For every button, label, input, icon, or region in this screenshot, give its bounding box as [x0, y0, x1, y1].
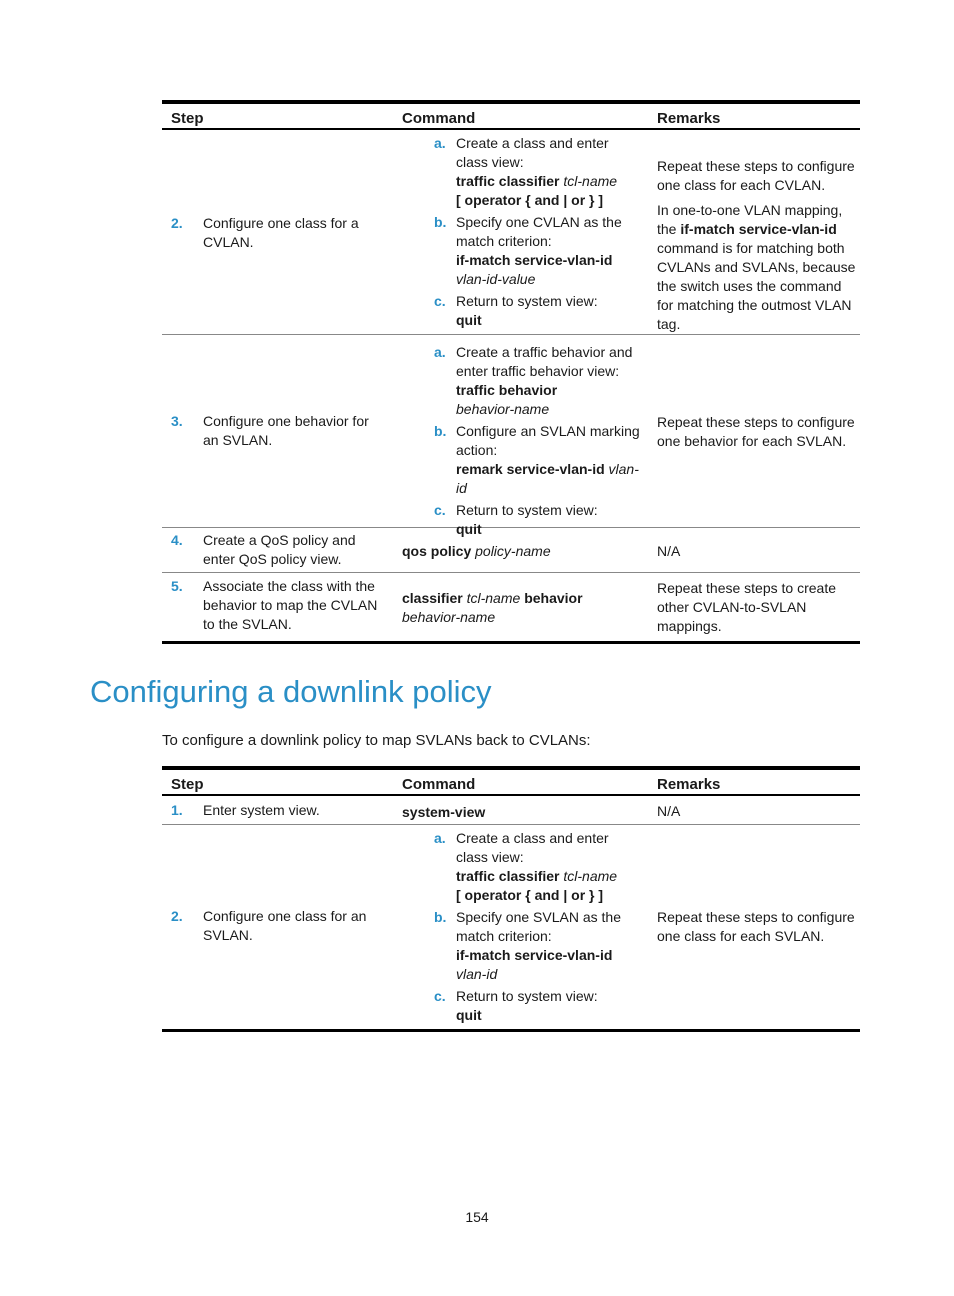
command-list: [434, 343, 649, 539]
item-letter: b.: [434, 214, 447, 230]
command-keyword: traffic behavior: [456, 382, 558, 398]
header-remarks: Remarks: [657, 776, 721, 793]
step-number: 4.: [171, 532, 183, 548]
item-text: Create a class and enter class view:: [456, 135, 609, 170]
table-row: [162, 130, 860, 335]
command-keyword: quit: [456, 521, 482, 537]
remark-text: N/A: [657, 543, 681, 559]
table-row: [162, 796, 860, 825]
item-letter: b.: [434, 423, 447, 439]
item-letter: c.: [434, 988, 446, 1004]
downlink-table: [162, 766, 860, 1032]
command-cell: [402, 589, 612, 627]
command-keyword: quit: [456, 1007, 482, 1023]
header-step: Step: [171, 110, 204, 127]
command-keyword: system-view: [402, 804, 486, 820]
step-number: 5.: [171, 578, 183, 594]
table-row: [162, 335, 860, 537]
remark-part: command is for matching both CVLANs and SVLANs, because the switch uses the command for matching the outmost VLAN tag.: [657, 240, 856, 332]
command-keyword: traffic classifier: [456, 868, 560, 884]
item-letter: c.: [434, 502, 446, 518]
step-text: Configure one behavior for an SVLAN.: [203, 413, 369, 448]
command-arg: tcl-name: [563, 173, 618, 189]
item-text: Specify one SVLAN as the match criterion:: [456, 909, 621, 944]
command-option: [ operator { and | or } ]: [456, 887, 604, 903]
remark-text: Repeat these steps to configure one class for each SVLAN.: [657, 909, 855, 944]
step-text: Associate the class with the behavior to map the CVLAN to the SVLAN.: [203, 578, 378, 632]
intro-text: To configure a downlink policy to map SVLANs back to CVLANs:: [162, 732, 591, 749]
remark-text: Repeat these steps to create other CVLAN-to-SVLAN mappings.: [657, 580, 836, 634]
step-number: 2.: [171, 215, 183, 231]
step-text: Configure one class for an SVLAN.: [203, 908, 367, 943]
section-heading: Configuring a downlink policy: [90, 674, 492, 709]
item-letter: a.: [434, 135, 446, 151]
item-text: Return to system view:: [456, 502, 598, 518]
item-text: Create a class and enter class view:: [456, 830, 609, 865]
item-letter: b.: [434, 909, 447, 925]
page-number: 154: [465, 1209, 489, 1225]
item-letter: c.: [434, 293, 446, 309]
command-item: [434, 908, 644, 984]
step-number: 1.: [171, 802, 183, 818]
command-cell: [402, 542, 551, 561]
remark-text: N/A: [657, 803, 681, 819]
command-keyword: if-match service-vlan-id: [456, 947, 613, 963]
header-remarks: Remarks: [657, 110, 721, 127]
command-arg: policy-name: [475, 543, 551, 559]
item-letter: a.: [434, 830, 446, 846]
item-text: Create a traffic behavior and enter traffic behavior view:: [456, 344, 633, 379]
command-list: [434, 829, 644, 1025]
item-text: Specify one CVLAN as the match criterion:: [456, 214, 622, 249]
command-item: [434, 213, 644, 289]
command-keyword: quit: [456, 312, 482, 328]
command-item: [434, 134, 644, 210]
step-number: 2.: [171, 908, 183, 924]
command-keyword: behavior: [524, 590, 583, 606]
step-number: 3.: [171, 413, 183, 429]
command-arg: tcl-name: [466, 590, 521, 606]
table-row: [162, 825, 860, 1032]
table-row: [162, 528, 860, 573]
command-item: [434, 422, 649, 498]
remarks-cell: [657, 908, 857, 946]
command-arg: behavior-name: [402, 609, 496, 625]
step-text: Create a QoS policy and enter QoS policy view.: [203, 532, 356, 567]
remark-text: Repeat these steps to configure one behavior for each SVLAN.: [657, 414, 855, 449]
header-step: Step: [171, 776, 204, 793]
table-header: [162, 766, 860, 796]
item-text: Return to system view:: [456, 293, 598, 309]
table-header: [162, 100, 860, 130]
step-text: Configure one class for a CVLAN.: [203, 215, 359, 250]
header-command: Command: [402, 776, 476, 793]
command-item: [434, 829, 644, 905]
remark-keyword: if-match service-vlan-id: [680, 221, 837, 237]
table-row: [162, 573, 860, 644]
step-text: Enter system view.: [203, 802, 320, 818]
item-letter: a.: [434, 344, 446, 360]
item-text: Configure an SVLAN marking action:: [456, 423, 640, 458]
command-arg: tcl-name: [563, 868, 618, 884]
command-arg: vlan-id-value: [456, 271, 536, 287]
header-command: Command: [402, 110, 476, 127]
command-arg: behavior-name: [456, 401, 550, 417]
command-keyword: traffic classifier: [456, 173, 560, 189]
remark-text: [657, 201, 857, 334]
command-keyword: if-match service-vlan-id: [456, 252, 613, 268]
command-keyword: remark service-vlan-id: [456, 461, 605, 477]
command-arg: vlan-id: [456, 461, 639, 496]
command-item: [434, 343, 649, 419]
item-text: Return to system view:: [456, 988, 598, 1004]
remarks-cell: [657, 157, 857, 334]
command-option: [ operator { and | or } ]: [456, 192, 604, 208]
mapping-table: [162, 100, 860, 644]
command-keyword: qos policy: [402, 543, 472, 559]
command-item: [434, 292, 644, 330]
remark-text: Repeat these steps to configure one class for each CVLAN.: [657, 158, 855, 193]
command-list: [434, 134, 644, 330]
remarks-cell: [657, 413, 857, 451]
command-arg: vlan-id: [456, 966, 498, 982]
remark-part: In one-to-one VLAN mapping, the: [657, 202, 843, 237]
command-item: [434, 987, 644, 1025]
command-keyword: classifier: [402, 590, 463, 606]
